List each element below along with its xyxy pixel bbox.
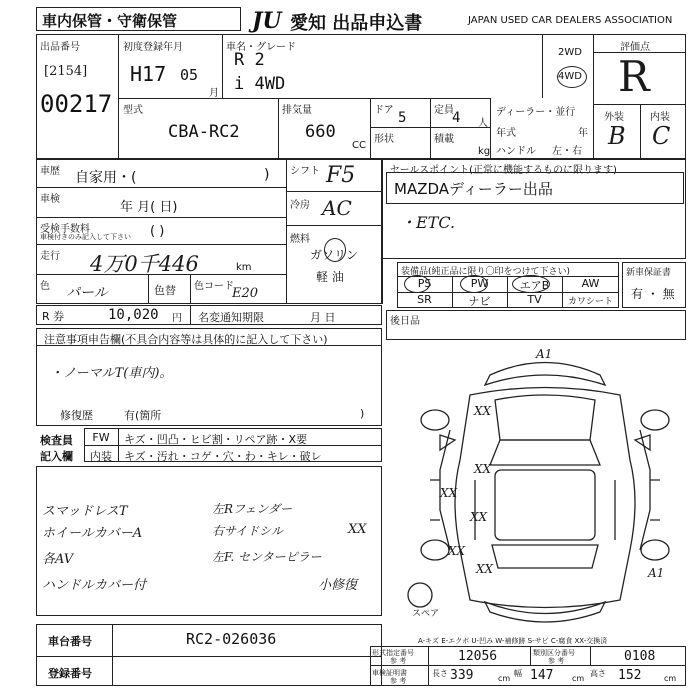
notice-deadline-unit: 月 日 — [310, 311, 336, 324]
first-reg-label: 初度登録年月 — [123, 42, 183, 53]
equipment-sr: SR — [417, 293, 432, 306]
warranty-label: 新車保証書 — [626, 268, 672, 278]
equipment-airbag-circle — [512, 275, 550, 293]
seats: 4 — [452, 110, 461, 126]
equipment-aw: AW — [581, 277, 600, 290]
notice-deadline-label: 名変通知期限 — [198, 311, 264, 324]
inspection-value: 年 月( 日) — [120, 200, 178, 215]
load-label: 積載 — [434, 134, 454, 145]
lot-sub-number: [2154] — [44, 64, 88, 79]
model-year-label: 年式 — [496, 128, 516, 139]
fuel-gasoline: ガソリン — [310, 248, 359, 262]
diagram-mark-3: XX — [440, 486, 458, 500]
color-code-value: E20 — [232, 286, 259, 301]
form-title: 愛知 出品申込書 — [290, 13, 423, 34]
height-unit: cm — [664, 674, 677, 683]
color-code-label: 色コード — [194, 281, 234, 292]
association-name: JAPAN USED CAR DEALERS ASSOCIATION — [468, 15, 673, 26]
fuel-diesel: 軽 油 — [316, 270, 344, 284]
dealer-label: ディーラー・並行 — [496, 107, 576, 118]
inspector-label-2: 記入欄 — [40, 450, 73, 463]
mileage-label: 走行 — [40, 251, 60, 262]
storage-label: 車内保管・守衛保管 — [42, 12, 178, 30]
sales-point-line1: MAZDAディーラー出品 — [394, 180, 553, 198]
inspector-note-4-mark: 小修復 — [318, 578, 358, 593]
equipment-leather-seat: カワシート — [567, 297, 613, 307]
category-ref: 参 考 — [548, 657, 565, 665]
fuel-label: 燃料 — [290, 234, 310, 245]
handle-options: 左・右 — [552, 146, 582, 157]
frame-number-label: 車台番号 — [48, 635, 92, 648]
diagram-mark-2: XX — [474, 462, 492, 476]
year-unit: 年 — [578, 128, 588, 139]
width-unit: cm — [572, 674, 585, 683]
handle-label: ハンドル — [496, 146, 536, 157]
equipment-airbag: エアB — [519, 279, 550, 292]
score-value: R — [618, 52, 650, 101]
equipment-pw: PW — [470, 277, 489, 290]
diagram-mark-5: XX — [448, 544, 466, 558]
equipment-tv: TV — [527, 293, 542, 306]
inspection-label: 車検 — [40, 194, 60, 205]
certificate-ref: 参 考 — [390, 677, 407, 685]
damage-legend: A-キズ E-エクボ U-凹み W-補修跡 S-サビ C-腐食 XX-交換済 — [418, 637, 608, 645]
reg-fee-label: 受検手数料 — [40, 224, 90, 235]
equipment-pw-circle — [460, 275, 488, 293]
length-label: 長さ — [432, 669, 448, 678]
form-spec-ref: 参 考 — [390, 657, 407, 665]
doors: 5 — [398, 110, 407, 126]
drive-4wd-circle — [557, 66, 587, 88]
length-unit: cm — [498, 674, 511, 683]
exterior-score: B — [608, 122, 626, 150]
mileage-value: 4万0千446 — [90, 252, 199, 276]
history-value: 自家用・( — [75, 170, 137, 186]
r-coupon-value: 10,020 — [108, 307, 159, 323]
history-label: 車歴 — [40, 166, 60, 177]
inspector-row2: キズ・汚れ・コゲ・穴・わ・キレ・破レ — [124, 450, 322, 463]
shift-value: F5 — [326, 163, 356, 188]
aircon-label: 冷房 — [290, 200, 310, 211]
cc-unit: CC — [352, 140, 366, 151]
height-label: 高さ — [590, 669, 606, 678]
name-grade-label: 車名・グレード — [226, 42, 296, 53]
height-value: 152 — [618, 668, 642, 683]
after-fit-frame — [386, 310, 686, 340]
inspector-note-2-left: ホイールカバーA — [42, 526, 143, 541]
color-label: 色 — [40, 281, 50, 292]
aircon-value: AC — [322, 196, 352, 220]
category-label: 類別区分番号 — [533, 649, 575, 657]
fuel-gasoline-circle — [324, 238, 346, 262]
inspector-note-3-right: 左F. センターピラー — [212, 550, 322, 564]
displacement: 660 — [305, 122, 336, 142]
inspector-note-1-left: スマッドレスT — [42, 504, 128, 519]
color-value: パール — [66, 285, 108, 301]
equipment-label: 装備品(純正品に限り〇印をつけて下さい) — [401, 267, 571, 277]
equipment-ps: PS — [417, 277, 432, 290]
inspector-note-1-right: 左Rフェンダー — [212, 502, 292, 516]
plate-number-label: 登録番号 — [48, 667, 92, 680]
frame-number: RC2-026036 — [186, 630, 277, 648]
equipment-ps-circle — [404, 275, 430, 293]
repair-label: 修復歴 — [60, 409, 93, 422]
model-label: 型式 — [123, 105, 143, 116]
diagram-mark-1: XX — [474, 404, 492, 418]
form-spec-value: 12056 — [458, 649, 498, 664]
sales-point-line2: ・ETC. — [400, 213, 456, 232]
repair-close-paren: ) — [360, 407, 365, 420]
seats-unit: 人 — [478, 118, 488, 129]
width-value: 147 — [530, 668, 554, 683]
diagram-mark-front: A1 — [536, 347, 553, 361]
car-grade: i 4WD — [234, 74, 286, 94]
inspector-row2-head: 内装 — [90, 450, 112, 463]
reg-fee-note: 車検付きのみ記入して下さい — [40, 233, 131, 241]
first-reg-year: H17 — [130, 62, 167, 86]
length-value: 339 — [450, 668, 474, 683]
certificate-label: 車検証明書 — [372, 669, 407, 677]
reg-fee-parens: ( ) — [150, 224, 165, 239]
interior-label: 内装 — [650, 112, 670, 123]
history-close-paren: ) — [264, 167, 270, 183]
spare-label: スペア — [412, 609, 440, 619]
width-label: 幅 — [514, 669, 522, 678]
lot-number-label: 出品番号 — [40, 42, 80, 53]
ju-logo: JU — [252, 8, 282, 34]
kg-unit: kg — [478, 146, 491, 157]
diagram-mark-6: XX — [476, 562, 494, 576]
seats-label: 定員 — [434, 105, 454, 116]
r-coupon-label: R 券 — [42, 310, 65, 323]
km-unit: km — [236, 262, 252, 273]
inspector-notes-frame — [36, 466, 382, 616]
r-coupon-unit: 円 — [172, 313, 182, 324]
inspector-row1: キズ・凹凸・ヒビ割・リペア跡・X要 — [124, 433, 308, 446]
score-label: 評価点 — [620, 42, 650, 53]
form-spec-label: 形式指定番号 — [372, 649, 414, 657]
car-name: R 2 — [234, 50, 265, 70]
model-code: CBA-RC2 — [168, 122, 240, 142]
drive-4wd: 4WD — [558, 71, 582, 82]
diagram-mark-4: XX — [470, 510, 488, 524]
doors-label: ドア — [374, 105, 394, 116]
repair-value: 有(箇所 — [124, 409, 162, 422]
diagram-mark-rear: A1 — [648, 566, 665, 580]
exterior-label: 外装 — [604, 112, 624, 123]
after-fit-label: 後日品 — [390, 316, 420, 327]
notes-label: 注意事項申告欄(不具合内容等は具体的に記入して下さい) — [44, 333, 328, 346]
inspector-note-2-right: 右サイドシル — [212, 524, 283, 538]
inspector-row1-head: FW — [92, 431, 110, 444]
color-change-label: 色替 — [154, 284, 176, 297]
drive-2wd: 2WD — [558, 47, 582, 58]
month-unit: 月 — [209, 88, 219, 99]
shape-label: 形状 — [374, 134, 394, 145]
inspector-label-1: 検査員 — [40, 434, 73, 447]
inspector-note-2-mark: XX — [348, 522, 367, 537]
inspector-note-4-left: ハンドルカバー付 — [42, 578, 147, 593]
category-value: 0108 — [624, 649, 656, 664]
interior-score: C — [652, 122, 671, 150]
lot-number: 00217 — [40, 90, 113, 118]
shift-label: シフト — [290, 166, 320, 177]
sales-point-label: セールスポイント(正常に機能するものに限ります) — [390, 165, 617, 176]
displacement-label: 排気量 — [282, 105, 312, 116]
equipment-navi: ナビ — [468, 295, 491, 308]
inspector-note-3-left: 各AV — [42, 552, 74, 567]
warranty-options: 有 ・ 無 — [631, 287, 675, 301]
notes-handwritten: ・ノーマルT(車内)。 — [50, 366, 173, 381]
first-reg-month: 05 — [180, 66, 199, 84]
